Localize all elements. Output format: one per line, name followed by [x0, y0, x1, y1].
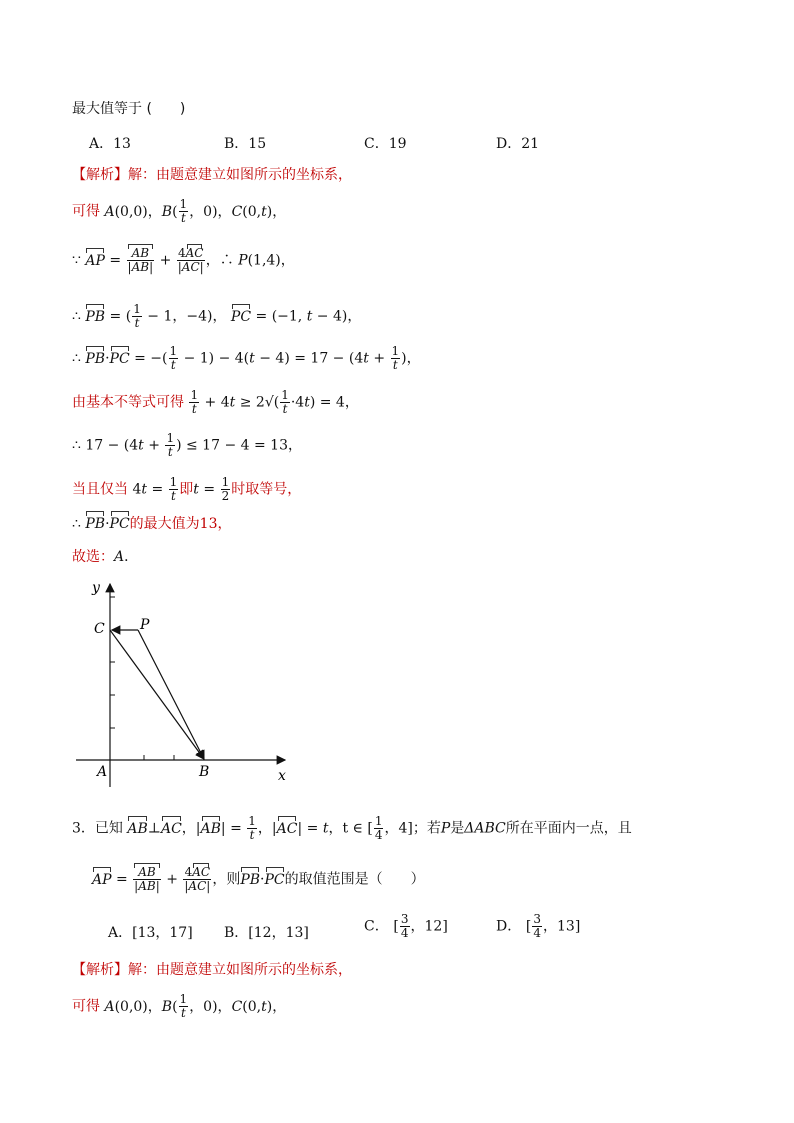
prev-option-a: A．13 — [89, 136, 131, 152]
solution2-points: 可得 A(0,0)，B( $\frac{1}{t}$ ，0)，C(0,t)， — [72, 992, 287, 1020]
y-ticks — [110, 597, 115, 728]
solution-label: 【解析】 — [72, 962, 128, 978]
prev-option-d: D．21 — [496, 136, 540, 152]
solution1-dot-product: ∴ PB·PC = −( $\frac{1}{t}$ − 1) − 4(t − 4) = 17 − (4t + $\frac{1}{t}$ )， — [72, 344, 421, 372]
prev-option-c: C．19 — [364, 136, 407, 152]
solution1-bound: ∴ 17 − (4t + $\frac{1}{t}$ ) ≤ 17 − 4 = 13， — [72, 431, 302, 459]
point-a-label: A — [97, 764, 108, 780]
point-p-label: P — [140, 617, 150, 633]
x-axis-label: x — [278, 768, 286, 784]
point-c-label: C — [94, 621, 105, 637]
solution2-intro: 【解析】解：由题意建立如图所示的坐标系， — [72, 962, 352, 978]
segment-cb — [110, 630, 204, 759]
x-ticks — [144, 755, 204, 760]
q3-option-a: A．[13，17] — [108, 925, 193, 941]
solution1-max: ∴ PB·PC的最大值为13， — [72, 516, 232, 532]
solution1-equality: 当且仅当 4t = $\frac{1}{t}$ 即t = $\frac{1}{2}$ 时取等号， — [72, 475, 302, 503]
q3-option-b: B．[12，13] — [224, 925, 309, 941]
segment-pb — [138, 630, 204, 759]
question3-stem-line1: 3．已知 AB⊥AC，|AB| = $\frac{1}{t}$ ，|AC| = t，t ∈ [ $\frac{1}{4}$ ，4]；若P是ΔABC所在平面内一点，且 — [72, 814, 632, 842]
y-axis-label: y — [92, 580, 100, 596]
solution1-choice: 故选：A． — [72, 549, 139, 565]
question-number: 3． — [72, 820, 95, 837]
q3-option-d: D． [ $\frac{3}{4}$ ，13] — [496, 912, 581, 940]
solution-label: 【解析】 — [72, 167, 128, 183]
solution1-ap-formula: ∵ AP = $\frac{AB}{|AB|}$ + $\frac{4AC}{|AC|}$ ，∴ P(1,4)， — [72, 246, 295, 274]
solution1-pb-pc: ∴ PB = ( $\frac{1}{t}$ − 1，−4)， PC = (−1, t − 4)， — [72, 302, 362, 330]
solution1-intro: 【解析】解：由题意建立如图所示的坐标系， — [72, 167, 352, 183]
point-b-label: B — [199, 764, 210, 780]
question3-stem-line2: AP = $\frac{AB}{|AB|}$ + $\frac{4AC}{|AC|}$ ，则PB·PC的取值范围是（ ） — [92, 865, 425, 893]
coordinate-figure — [70, 572, 300, 792]
solution1-inequality: 由基本不等式可得 $\frac{1}{t}$ + 4t ≥ 2√( $\frac{1}{t}$ ·4t) = 4， — [72, 388, 359, 416]
prev-option-b: B．15 — [224, 136, 267, 152]
prev-question-stem: 最大值等于 ( ) — [72, 101, 186, 117]
solution1-points: 可得 A(0,0)，B( $\frac{1}{t}$ ，0)，C(0,t)， — [72, 197, 287, 225]
q3-option-c: C． [ $\frac{3}{4}$ ，12] — [364, 912, 448, 940]
